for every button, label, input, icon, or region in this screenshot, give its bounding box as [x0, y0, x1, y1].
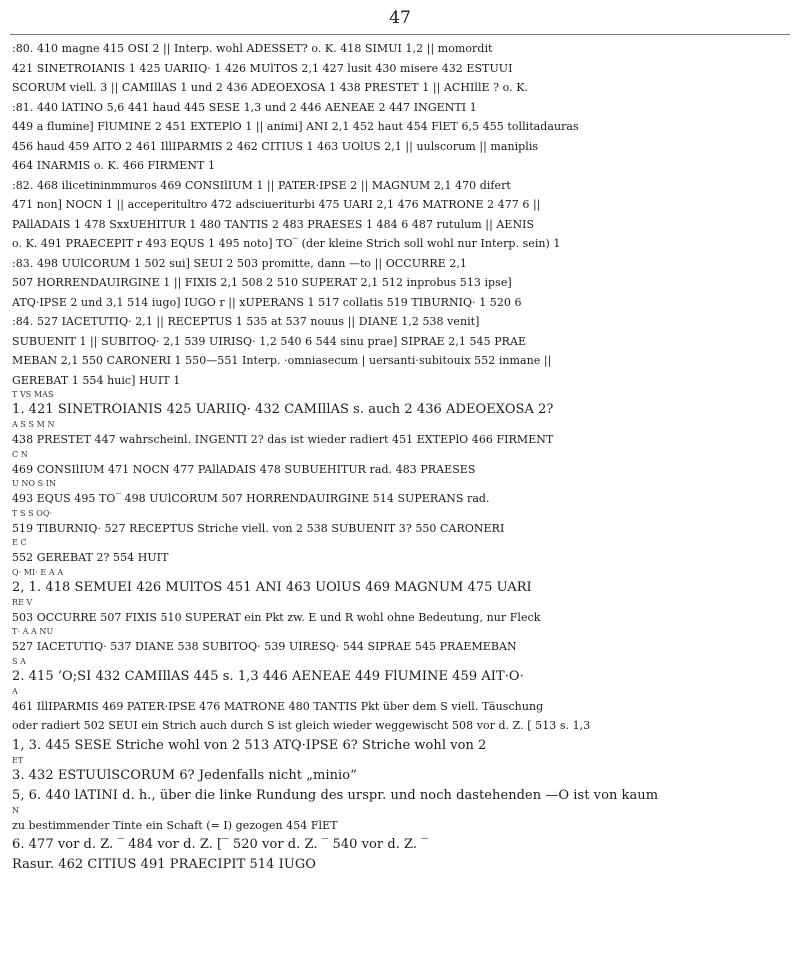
text-line: 469 CONSIlIUM 471 NOCN 477 PAllADAIS 478 SUBUEHITUR rad. 483 PRAESES: [12, 462, 476, 476]
text-line: 493 EQUS 495 TO‾ 498 UUlCORUM 507 HORRENDAUIRGINE 514 SUPERANS rad.: [12, 492, 490, 505]
text-line: oder radiert 502 SEUI ein Strich auch durch S ist gleich wieder weggewischt 508 vor d. Z. [ 513 s. 1,3: [12, 719, 591, 732]
text-line: 5, 6. 440 lATINI d. h., über die linke Rundung des urspr. und noch dastehenden —O ist von kaum: [12, 787, 659, 803]
text-line: 456 haud 459 AITO 2 461 IllIPARMIS 2 462 CITIUS 1 463 UOlUS 2,1 || uulscorum || maniplis: [12, 139, 539, 153]
text-line: 464 INARMIS o. K. 466 FIRMENT 1: [12, 159, 216, 172]
text-line: GEREBAT 1 554 huic] HUIT 1: [12, 373, 181, 387]
text-line: :80. 410 magne 415 OSI 2 || Interp. wohl ADESSET? o. K. 418 SIMUI 1,2 || momordit: [12, 42, 493, 55]
text-line: :84. 527 IACETUTIQ· 2,1 || RECEPTUS 1 535 at 537 nouus || DIANE 1,2 538 venit]: [12, 315, 480, 328]
text-line: 2, 1. 418 SEMUEI 426 MUlTOS 451 ANI 463 UOlUS 469 MAGNUM 475 UARI: [12, 579, 532, 595]
superscript-line: A S S M N: [12, 420, 55, 429]
superscript-line: C N: [12, 449, 28, 459]
superscript-line: U NO S IN: [12, 479, 57, 488]
text-line: 2. 415 ’O;SI 432 CAMIllAS 445 s. 1,3 446 AENEAE 449 FlUMINE 459 AIT·O·: [12, 668, 524, 684]
text-line: :81. 440 lATINO 5,6 441 haud 445 SESE 1,3 und 2 446 AENEAE 2 447 INGENTI 1: [12, 100, 477, 114]
header-separator: [10, 34, 790, 35]
text-line: PAllADAIS 1 478 SxxUEHITUR 1 480 TANTIS 2 483 PRAESES 1 484 6 487 rutulum || AENIS: [12, 217, 535, 231]
text-line: zu bestimmender Tinte ein Schaft (= I) gezogen 454 FlET: [12, 818, 338, 832]
text-line: :83. 498 UUlCORUM 1 502 sui] SEUI 2 503 promitte, dann —to || OCCURRE 2,1: [12, 256, 467, 270]
text-line: 1, 3. 445 SESE Striche wohl von 2 513 ATQ·IPSE 6? Striche wohl von 2: [12, 737, 487, 753]
superscript-line: A: [12, 686, 18, 696]
text-line: ATQ·IPSE 2 und 3,1 514 iugo] IUGO r || xUPERANS 1 517 collatis 519 TIBURNIQ· 1 520 6: [12, 295, 522, 309]
text-line: SUBUENIT 1 || SUBITOQ· 2,1 539 UIRISQ· 1,2 540 6 544 sinu prae] SIPRAE 2,1 545 PRAE: [12, 334, 527, 348]
apparatus-text: [12, 39, 792, 875]
superscript-line: T S S OQ·: [12, 508, 53, 518]
superscript-line: T· A A NU: [12, 627, 54, 636]
text-line: 527 IACETUTIQ· 537 DIANE 538 SUBITOQ· 539 UIRESQ· 544 SIPRAE 545 PRAEMEBAN: [12, 640, 517, 653]
text-line: :82. 468 ilicetininmmuros 469 CONSIlIUM 1 || PATER·IPSE 2 || MAGNUM 2,1 470 difert: [12, 178, 511, 192]
text-line: MEBAN 2,1 550 CARONERI 1 550—551 Interp. ·omniasecum | uersanti·subitouix 552 inmane ||: [12, 354, 552, 367]
text-line: 471 non] NOCN 1 || acceperitultro 472 adsciueriturbi 475 UARI 2,1 476 MATRONE 2 477 6 ||: [12, 198, 541, 211]
text-line: 507 HORRENDAUIRGINE 1 || FIXIS 2,1 508 2 510 SUPERAT 2,1 512 inprobus 513 ipse]: [12, 276, 512, 289]
text-line: Rasur. 462 CITIUS 491 PRAECIPIT 514 IUGO: [12, 857, 316, 872]
superscript-line: E C: [12, 538, 27, 547]
text-line: 449 a flumine] FlUMINE 2 451 EXTEPlO 1 || animi] ANI 2,1 452 haut 454 FlET 6,5 455 tollitadauras: [12, 120, 579, 133]
text-line: 519 TIBURNIQ· 527 RECEPTUS Striche viell. von 2 538 SUBUENIT 3? 550 CARONERI: [12, 521, 505, 535]
text-line: 438 PRESTET 447 wahrscheinl. INGENTI 2? das ist wieder radiert 451 EXTEPlO 466 FIRMENT: [12, 433, 554, 446]
text-line: SCORUM viell. 3 || CAMIllAS 1 und 2 436 ADEOEXOSA 1 438 PRESTET 1 || ACHIllE ? o. K.: [12, 81, 529, 94]
superscript-line: N: [12, 805, 20, 815]
text-line: 461 IllIPARMIS 469 PATER·IPSE 476 MATRONE 480 TANTIS Pkt über dem S viell. Täuschung: [12, 699, 544, 713]
text-line: 6. 477 vor d. Z. ‾ 484 vor d. Z. [‾ 520 vor d. Z. ‾ 540 vor d. Z. ‾: [12, 837, 428, 852]
text-line: 503 OCCURRE 507 FIXIS 510 SUPERAT ein Pkt zw. E und R wohl ohne Bedeutung, nur Fleck: [12, 610, 541, 624]
text-line: 3. 432 ESTUUlSCORUM 6? Jedenfalls nicht „minio“: [12, 767, 357, 783]
text-line: 552 GEREBAT 2? 554 HUIT: [12, 551, 169, 564]
text-line: o. K. 491 PRAECEPIT r 493 EQUS 1 495 noto] TO‾ (der kleine Strich soll wohl nur Interp. sein) 1: [12, 237, 561, 250]
superscript-line: ET: [12, 755, 24, 765]
superscript-line: Q· MI· E A A: [12, 567, 64, 577]
text-line: 1. 421 SINETROIANIS 425 UARIIQ· 432 CAMIllAS s. auch 2 436 ADEOEXOSA 2?: [12, 402, 554, 417]
text-line: 421 SINETROIANIS 1 425 UARIIQ· 1 426 MUlTOS 2,1 427 lusit 430 misere 432 ESTUUI: [12, 61, 513, 75]
superscript-line: RE V: [12, 597, 33, 607]
superscript-line: S A: [12, 656, 26, 666]
page-number: 47: [389, 8, 411, 28]
superscript-line: T VS MAS: [12, 390, 54, 399]
